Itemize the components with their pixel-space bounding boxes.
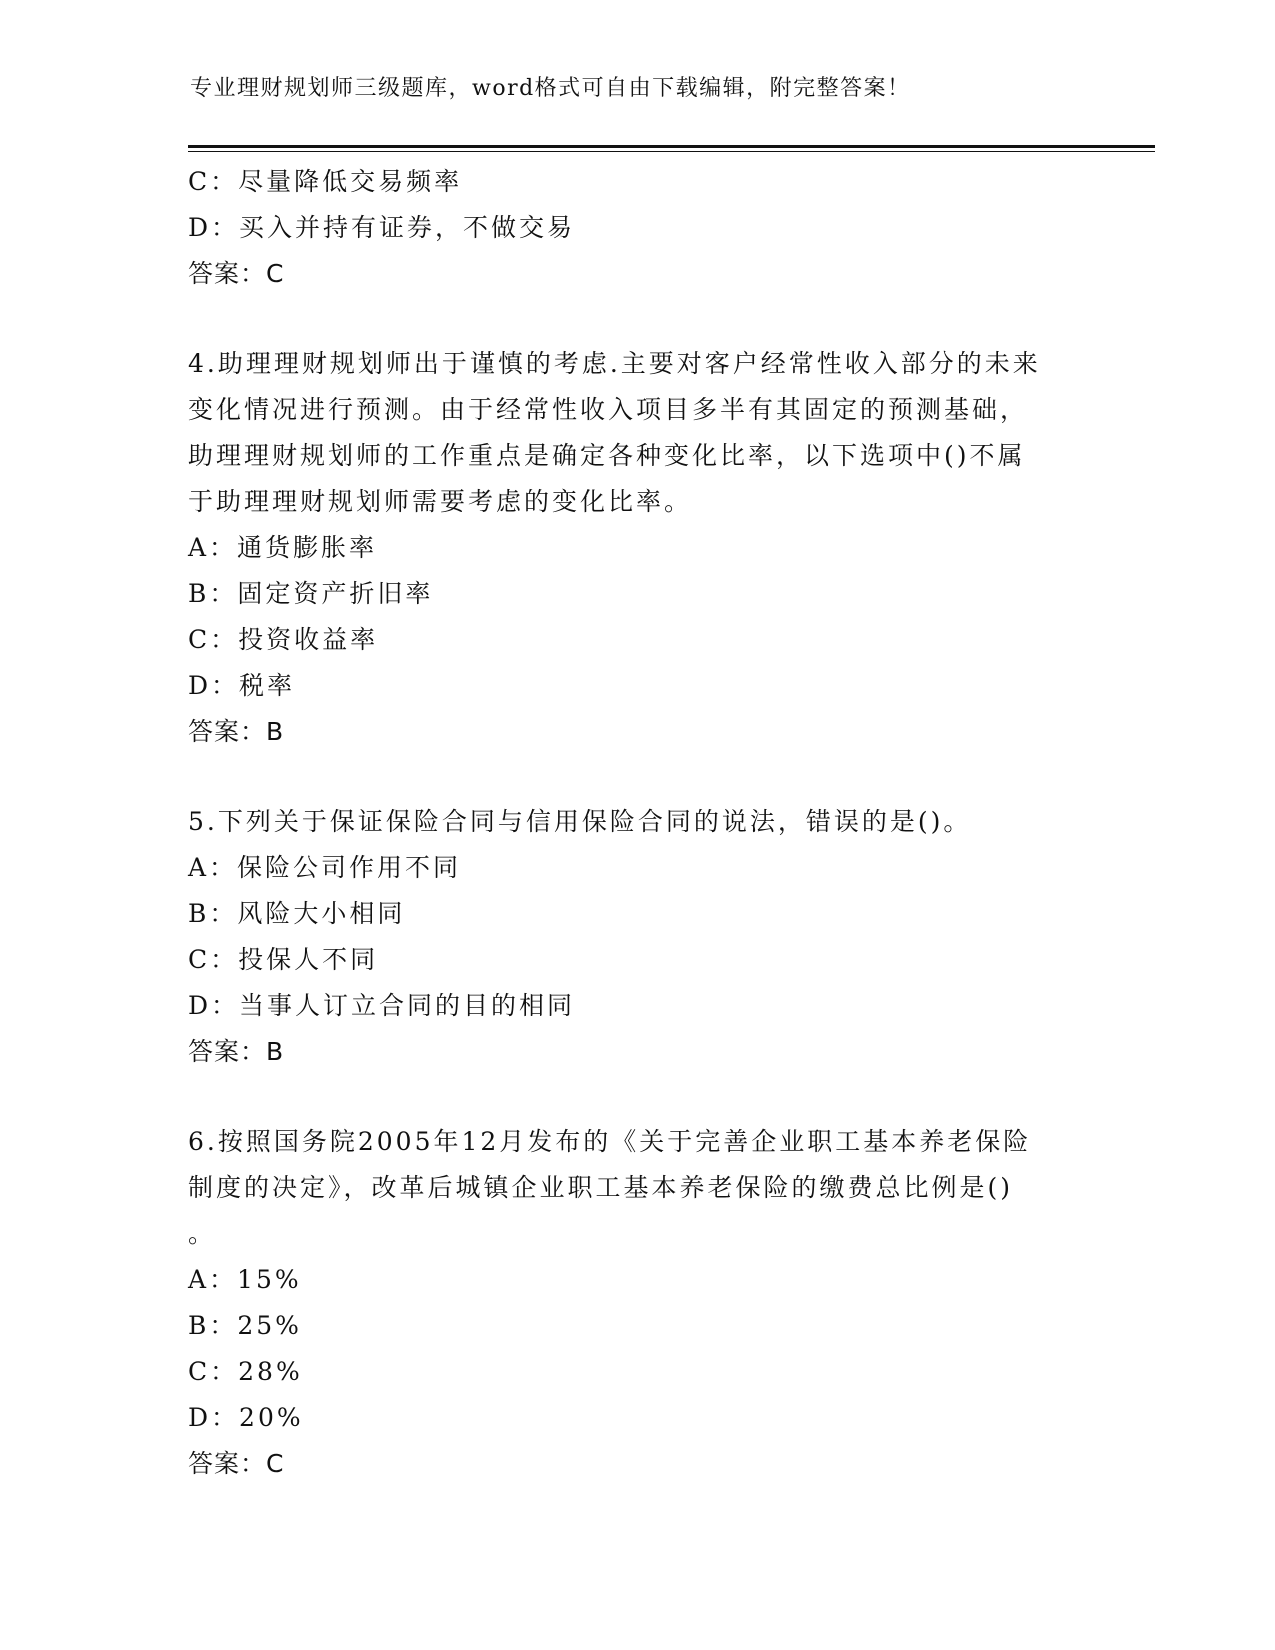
question-text-line: 4.助理理财规划师出于谨慎的考虑.主要对客户经常性收入部分的未来 bbox=[188, 349, 1041, 378]
spacer bbox=[188, 297, 1088, 341]
option-d: D：20% bbox=[188, 1403, 304, 1432]
option-c: C：投保人不同 bbox=[188, 945, 379, 974]
question-block-3 bbox=[188, 159, 1088, 297]
question-text-line: 于助理理财规划师需要考虑的变化比率。 bbox=[188, 487, 693, 516]
spacer bbox=[188, 755, 1088, 799]
question-text-line: 。 bbox=[188, 1219, 217, 1248]
answer: 答案：B bbox=[188, 717, 285, 746]
option-b: B：25% bbox=[188, 1311, 302, 1340]
spacer bbox=[188, 1075, 1088, 1119]
question-block-6 bbox=[188, 1119, 1088, 1487]
option-b: B：风险大小相同 bbox=[188, 899, 406, 928]
option-d: D：当事人订立合同的目的相同 bbox=[188, 991, 576, 1020]
option-a: A：通货膨胀率 bbox=[188, 533, 378, 562]
option-d: D：税率 bbox=[188, 671, 296, 700]
question-text-line: 6.按照国务院2005年12月发布的《关于完善企业职工基本养老保险 bbox=[188, 1127, 1032, 1156]
option-c: C：投资收益率 bbox=[188, 625, 379, 654]
option-c: C：尽量降低交易频率 bbox=[188, 167, 463, 196]
page-header: 专业理财规划师三级题库，word格式可自由下载编辑，附完整答案！ bbox=[190, 76, 911, 101]
question-block-4 bbox=[188, 341, 1088, 755]
option-d: D：买入并持有证券，不做交易 bbox=[188, 213, 576, 242]
answer: 答案：C bbox=[188, 1449, 285, 1478]
header-rule-thick bbox=[188, 145, 1155, 148]
answer: 答案：C bbox=[188, 259, 285, 288]
question-text-line: 变化情况进行预测。由于经常性收入项目多半有其固定的预测基础， bbox=[188, 395, 1029, 424]
option-b: B：固定资产折旧率 bbox=[188, 579, 434, 608]
option-a: A：保险公司作用不同 bbox=[188, 853, 462, 882]
question-block-5 bbox=[188, 799, 1088, 1075]
question-text-line: 5.下列关于保证保险合同与信用保险合同的说法，错误的是()。 bbox=[188, 807, 972, 836]
header-rule-thin bbox=[188, 151, 1155, 152]
question-text-line: 助理理财规划师的工作重点是确定各种变化比率，以下选项中()不属 bbox=[188, 441, 1026, 470]
question-text-line: 制度的决定》，改革后城镇企业职工基本养老保险的缴费总比例是() bbox=[188, 1173, 1014, 1202]
question-content bbox=[188, 159, 1088, 1487]
option-c: C：28% bbox=[188, 1357, 303, 1386]
answer: 答案：B bbox=[188, 1037, 285, 1066]
option-a: A：15% bbox=[188, 1265, 302, 1294]
